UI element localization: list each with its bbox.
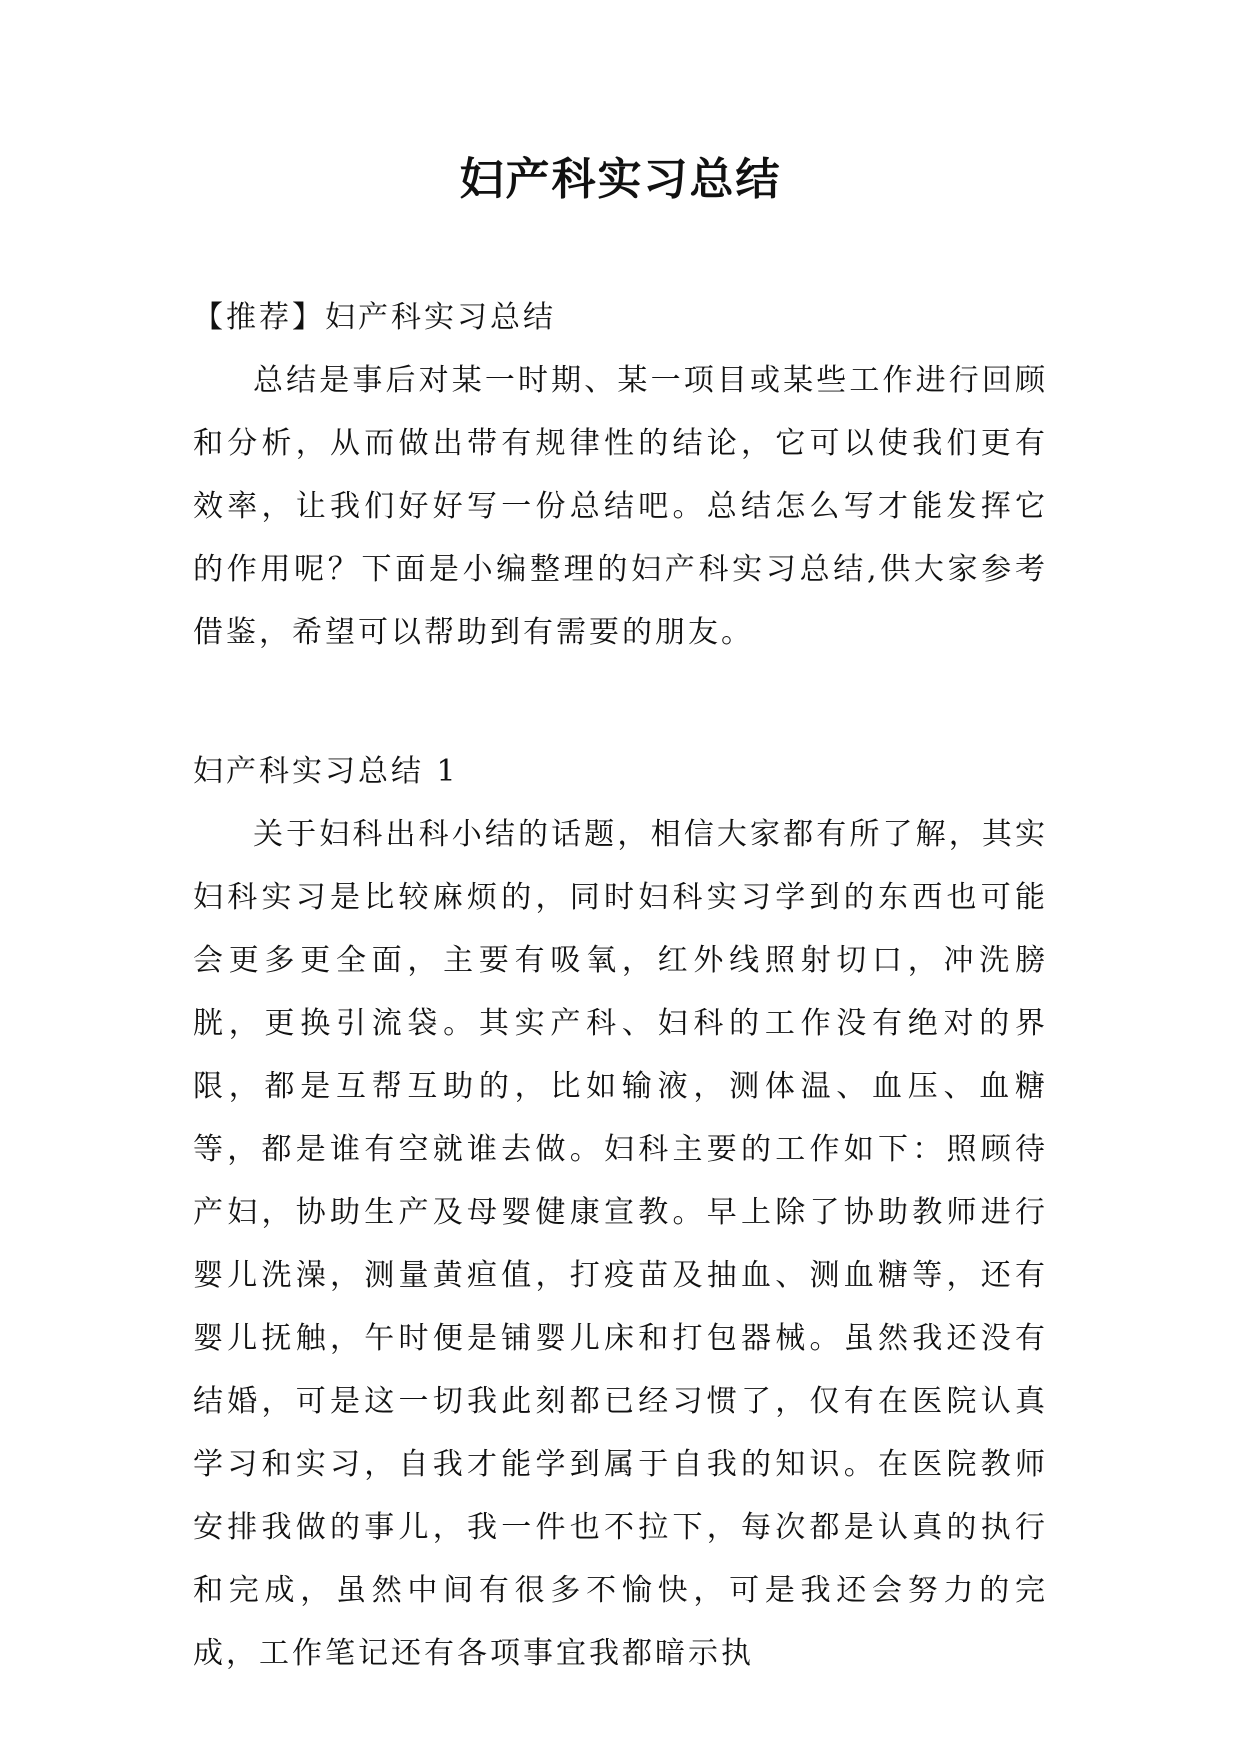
section-1 [193, 740, 1048, 1685]
section-1-paragraph: 关于妇科出科小结的话题，相信大家都有所了解，其实妇科实习是比较麻烦的，同时妇科实习学到的东西也可能会更多更全面，主要有吸氧，红外线照射切口，冲洗膀胱，更换引流袋。其实产科、妇科的工作没有绝对的界限，都是互帮互助的，比如输液，测体温、血压、血糖等，都是谁有空就谁去做。妇科主要的工作如下：照顾待产妇，协助生产及母婴健康宣教。早上除了协助教师进行婴儿洗澡，测量黄疸值，打疫苗及抽血、测血糖等，还有婴儿抚触，午时便是铺婴儿床和打包器械。虽然我还没有结婚，可是这一切我此刻都已经习惯了，仅有在医院认真学习和实习，自我才能学到属于自我的知识。在医院教师安排我做的事儿，我一件也不拉下，每次都是认真的执行和完成，虽然中间有很多不愉快，可是我还会努力的完成，工作笔记还有各项事宜我都暗示执 [193, 817, 1048, 1671]
intro-section [193, 286, 1048, 664]
section-1-heading: 妇产科实习总结 1 [193, 754, 459, 789]
document-title: 妇产科实习总结 [459, 154, 782, 205]
intro-paragraph: 总结是事后对某一时期、某一项目或某些工作进行回顾和分析，从而做出带有规律性的结论，它可以使我们更有效率，让我们好好写一份总结吧。总结怎么写才能发挥它的作用呢？下面是小编整理的妇产科实习总结,供大家参考借鉴，希望可以帮助到有需要的朋友。 [193, 363, 1048, 650]
intro-heading: 【推荐】妇产科实习总结 [193, 300, 556, 335]
